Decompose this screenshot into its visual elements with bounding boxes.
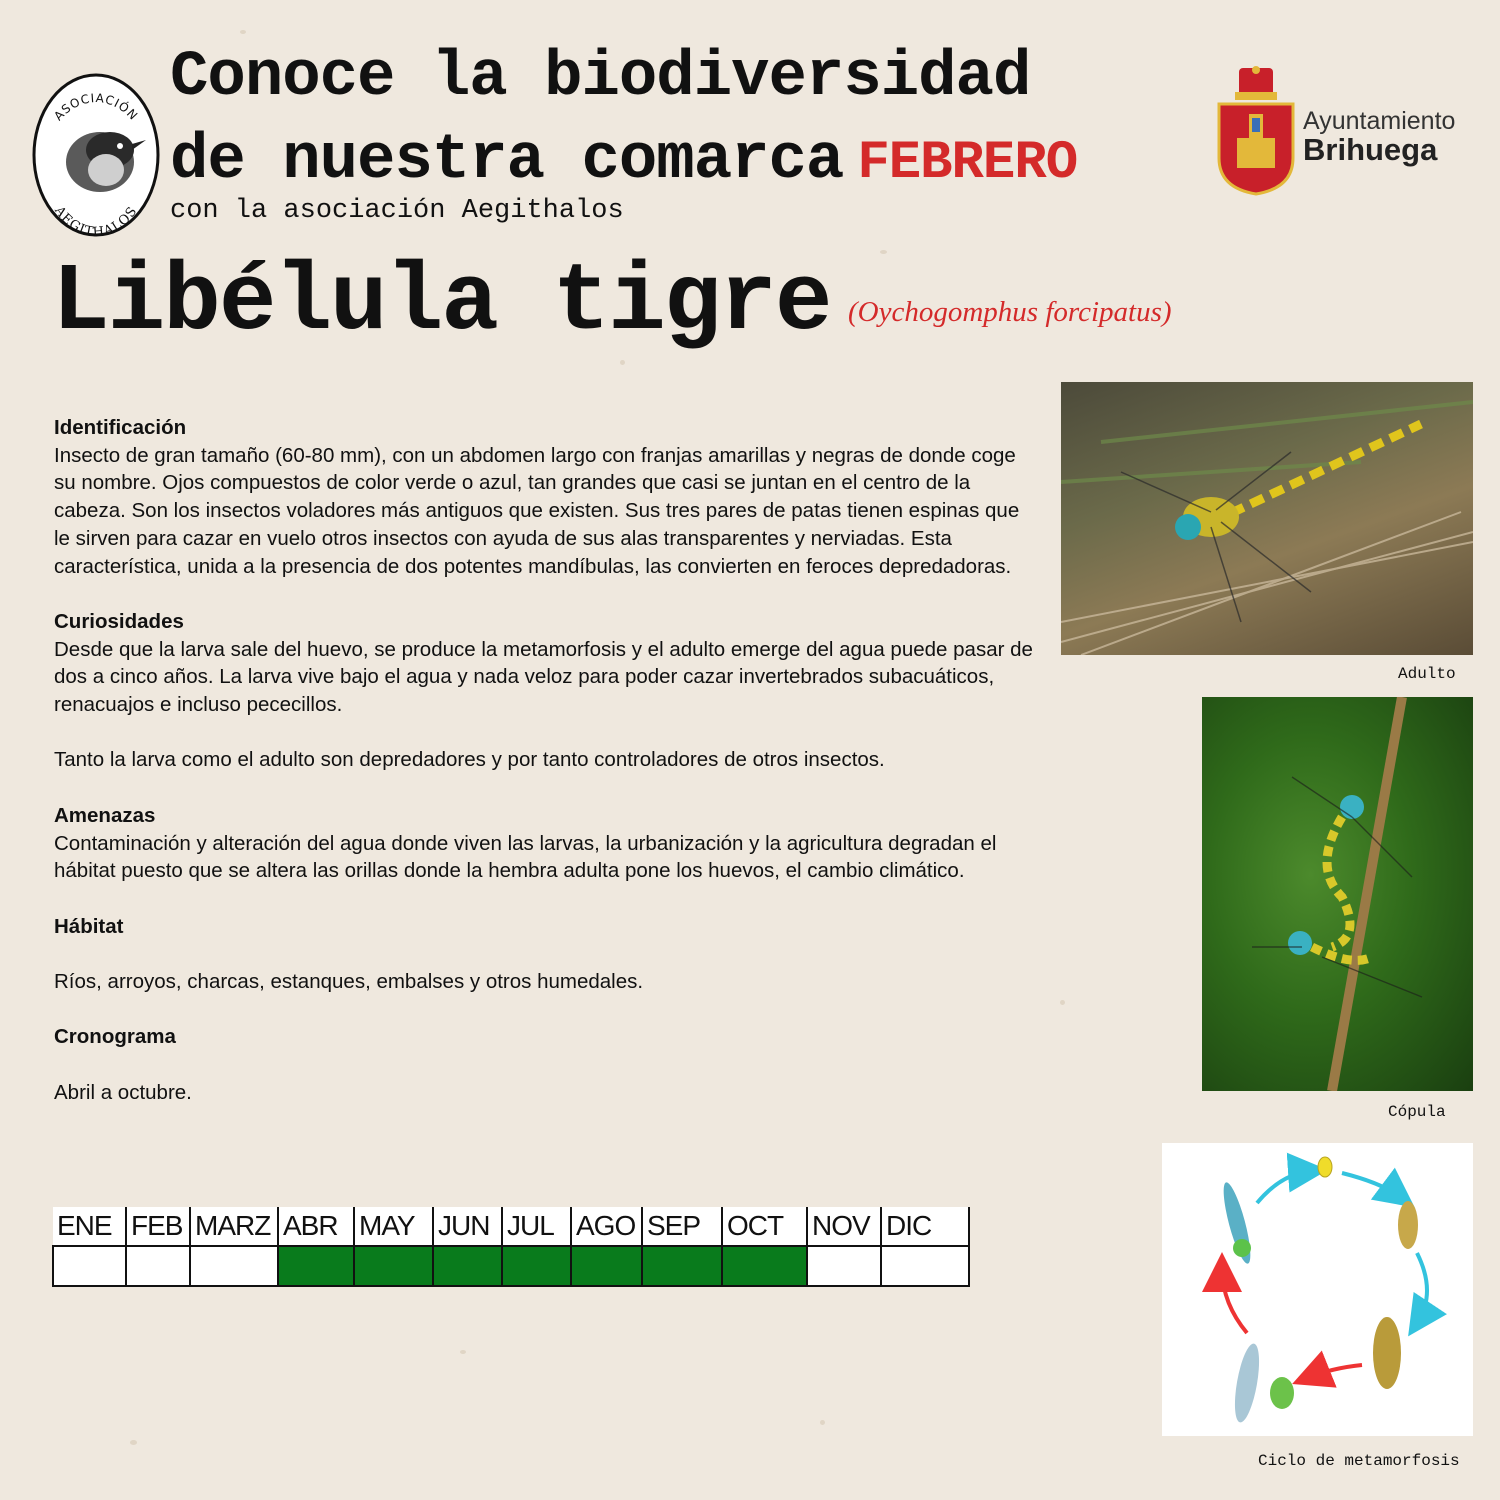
calendar-cell-inactive (807, 1246, 881, 1286)
identification-title: Identificación (54, 416, 187, 439)
background-speck (460, 1350, 466, 1354)
background-speck (240, 30, 246, 34)
curiosities-text-2: Tanto la larva como el adulto son depredadores y por tanto controladores de otros insectos. (54, 748, 885, 772)
calendar-month-label: ABR (278, 1207, 354, 1246)
copula-photo (1202, 697, 1473, 1091)
calendar-month-label: ENE (53, 1207, 126, 1246)
metamorphosis-caption: Ciclo de metamorfosis (1258, 1452, 1460, 1470)
logo-text-top: ASOCIACIÓN (51, 90, 141, 124)
month-label: FEBRERO (857, 133, 1078, 194)
curiosities-title: Curiosidades (54, 609, 184, 633)
calendar-month-label: MAY (354, 1207, 433, 1246)
logo-text-bottom: AEGITHALOS (51, 203, 141, 240)
municipality-name (1303, 108, 1455, 167)
metamorphosis-diagram (1162, 1143, 1473, 1436)
calendar-cell-inactive (53, 1246, 126, 1286)
adult-photo-caption: Adulto (1398, 665, 1456, 683)
calendar-month-label: MARZ (190, 1207, 278, 1246)
calendar-cell-inactive (190, 1246, 278, 1286)
background-speck (1060, 1000, 1065, 1005)
curiosities-text: Desde que la larva sale del huevo, se produce la metamorfosis y el adulto emerge del agua puede pasar de dos a cinco años. La larva vive bajo el agua y nada veloz para poder cazar invertebrados subacuáticos, renacuajos e incluso pececillos. (54, 637, 1033, 717)
calendar-cell-active (642, 1246, 722, 1286)
species-description (54, 414, 1034, 1134)
background-speck (820, 1420, 825, 1425)
calendar-activity-row (53, 1246, 969, 1286)
calendar-cell-active (722, 1246, 807, 1286)
calendar-cell-active (502, 1246, 571, 1286)
calendar-month-label: FEB (126, 1207, 190, 1246)
background-speck (130, 1440, 137, 1445)
calendar-cell-inactive (881, 1246, 969, 1286)
threats-text: Contaminación y alteración del agua donde viven las larvas, la urbanización y la agricultura degradan el hábitat puesto que se altera las orillas donde la hembra adulta pone los huevos, el cambio climático. (54, 831, 997, 883)
page-title-line1: Conoce la biodiversidad (170, 42, 1031, 114)
calendar-cell-active (354, 1246, 433, 1286)
habitat-text: Ríos, arroyos, charcas, estanques, embalses y otros humedales. (54, 969, 644, 993)
brihuega-crest-icon (1215, 66, 1297, 196)
aegithalos-logo (30, 70, 162, 240)
title-line2-text: de nuestra comarca (170, 125, 844, 197)
calendar-month-label: SEP (642, 1207, 722, 1246)
calendar-cell-active (571, 1246, 642, 1286)
page-subtitle: con la asociación Aegithalos (170, 196, 624, 226)
copula-photo-caption: Cópula (1388, 1103, 1446, 1121)
calendar-cell-inactive (126, 1246, 190, 1286)
calendar-month-label: DIC (881, 1207, 969, 1246)
species-scientific-name: (Oychogomphus forcipatus) (848, 296, 1172, 328)
calendar-month-label: JUN (433, 1207, 502, 1246)
threats-title: Amenazas (54, 803, 156, 827)
adult-photo (1061, 382, 1473, 655)
municipality-prefix: Ayuntamiento (1303, 107, 1456, 135)
background-speck (880, 250, 887, 254)
calendar-cell-active (278, 1246, 354, 1286)
schedule-text: Abril a octubre. (54, 1080, 192, 1104)
species-common-name: Libélula tigre (52, 248, 831, 357)
habitat-title: Hábitat (54, 914, 124, 938)
calendar-month-label: NOV (807, 1207, 881, 1246)
calendar-month-label: OCT (722, 1207, 807, 1246)
calendar-months-row (53, 1207, 969, 1246)
page-title-line2 (170, 125, 1077, 197)
activity-calendar (52, 1207, 970, 1287)
municipality-town: Brihuega (1303, 132, 1438, 168)
calendar-month-label: AGO (571, 1207, 642, 1246)
background-speck (620, 360, 625, 365)
calendar-cell-active (433, 1246, 502, 1286)
identification-text: Insecto de gran tamaño (60-80 mm), con un abdomen largo con franjas amarillas y negras de donde coge su nombre. Ojos compuestos de color verde o azul, tan grandes que casi se juntan en el centro de la cabeza. Son los insectos voladores más antiguos que existen. Sus tres pares de patas tienen espinas que le sirven para cazar en vuelo otros insectos con ayuda de sus alas transparentes y nerviadas. Esta característica, unida a la presencia de dos potentes mandíbulas, las convierten en feroces depredadoras. (54, 443, 1020, 578)
schedule-title: Cronograma (54, 1025, 176, 1049)
calendar-month-label: JUL (502, 1207, 571, 1246)
